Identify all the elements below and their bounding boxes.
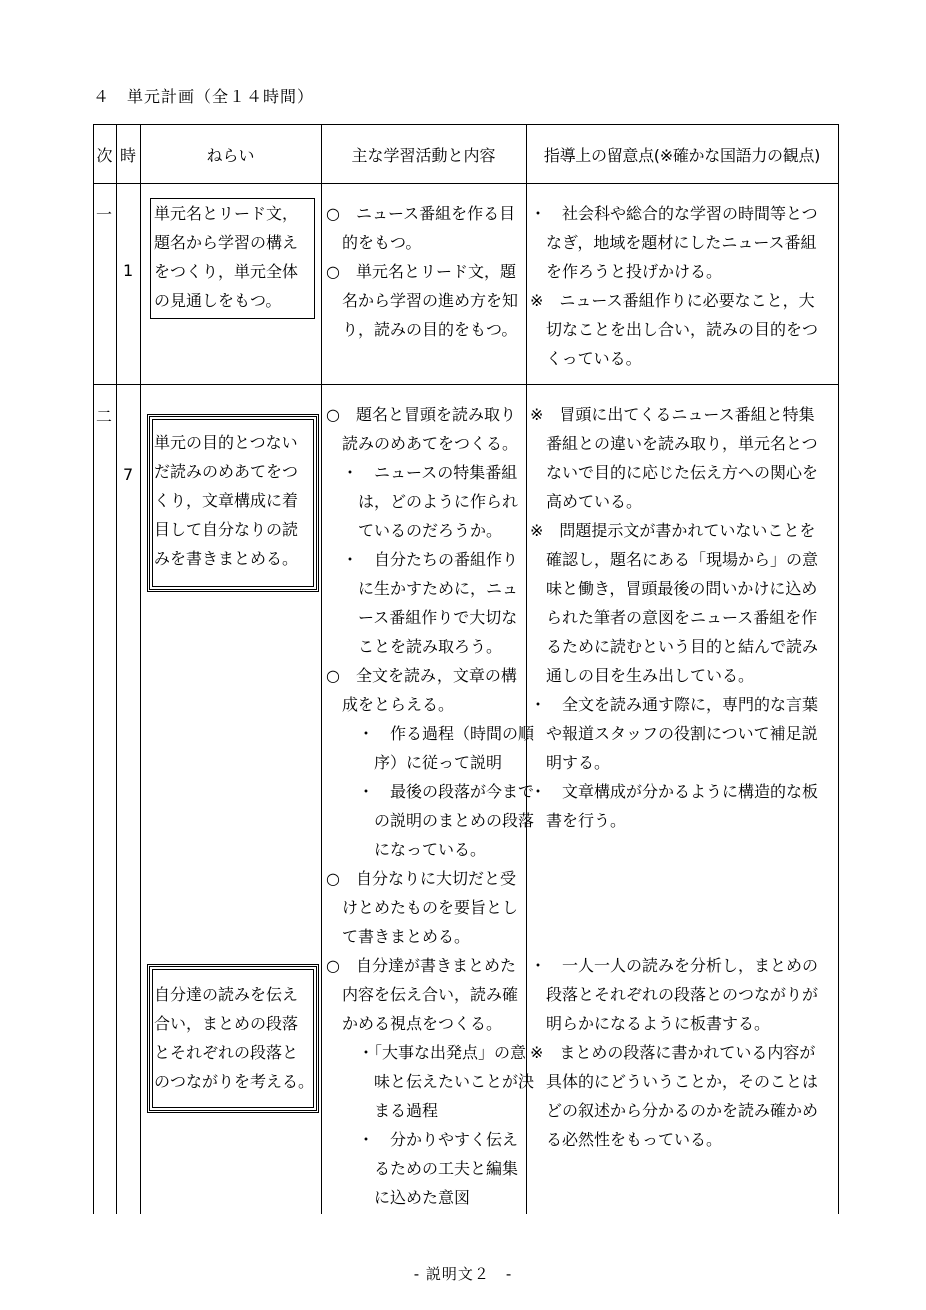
activity-line: ○ 単元名とリード文，題 [326,262,516,281]
aim-line: 単元名とリード文， [154,204,299,223]
header-notes: 指導上の留意点(※確かな国語力の観点) [543,145,821,165]
aim-line: 自分達の読みを伝え [154,985,299,1004]
note-line: ※ 問題提示文が書かれていないことを [530,521,816,540]
aim-line: 題名から学習の構え [154,233,299,252]
activity-line: 読みのめあてをつくる。 [326,434,519,453]
header-ji: 次 [96,145,113,165]
row2-ji: 二 [96,407,113,426]
activity-line: は，どのように作られ [326,492,519,511]
note-line: るために読むという目的と結んで読み [530,637,819,656]
activity-line: に込めた意図 [326,1188,471,1207]
aim-line: のつながりを考える。 [154,1072,315,1091]
row1-jikan: 1 [123,261,134,280]
note-line: 高めている。 [530,492,643,511]
note-line: 具体的にどういうことか，そのことは [530,1072,819,1091]
activity-line: ース番組作りで大切な [326,608,518,627]
note-line: ・ 一人一人の読みを分析し，まとめの [530,956,819,975]
note-line: 確認し，題名にある「現場から」の意 [530,550,819,569]
note-line: ないで目的に応じた伝え方への関心を [530,463,819,482]
activity-line: ているのだろうか。 [326,521,503,540]
activity-line: るための工夫と編集 [326,1159,519,1178]
note-line: 書を行う。 [530,811,627,830]
activity-line: に生かすために，ニュ [326,579,519,598]
aim-line: くり，文章構成に着 [154,491,299,510]
activity-line: ○ 自分なりに大切だと受 [326,869,516,888]
aim-line: 合い，まとめの段落 [154,1014,299,1033]
note-line: 通しの目を生み出している。 [530,666,755,685]
activity-line: ・「大事な出発点」の意 [326,1043,527,1062]
row1-activity [326,199,518,344]
row2-notes [530,400,818,835]
col-border-2 [140,124,141,1214]
row2-jikan: 7 [123,465,134,484]
note-line: ・ 社会科や総合的な学習の時間等とつ [530,204,818,223]
activity-line: 名から学習の進め方を知 [326,291,519,310]
activity-line: になっている。 [326,840,487,859]
row1-notes [530,199,818,373]
note-line: 味と働き，冒頭最後の問いかけに込め [530,579,818,598]
note-line: ・ 全文を読み通す際に，専門的な言葉 [530,695,819,714]
row2-activity [326,400,534,1212]
note-line: ※ 冒頭に出てくるニュース番組と特集 [530,405,815,424]
header-aim: ねらい [206,145,255,165]
activity-line: かめる視点をつくる。 [326,1014,503,1033]
activity-line: ○ 題名と冒頭を読み取り [326,405,516,424]
section-heading: ４ 単元計画（全１４時間） [93,87,315,106]
col-border-left [93,124,94,1214]
activity-line: て書きまとめる。 [326,927,471,946]
note-line: 明する。 [530,753,611,772]
row2-notes-2 [530,951,818,1154]
activity-line: ・ 最後の段落が今まで [326,782,535,801]
note-line: なぎ，地域を題材にしたニュース番組 [530,233,817,252]
activity-line: 内容を伝え合い，読み確 [326,985,519,1004]
activity-line: 成をとらえる。 [326,695,455,714]
activity-line: ・ 分かりやすく伝え [326,1130,519,1149]
note-line: くっている。 [530,349,642,368]
col-border-right [838,124,839,1214]
activity-line: ○ ニュース番組を作る目 [326,204,516,223]
note-line: ※ まとめの段落に書かれている内容が [530,1043,816,1062]
aim-line: とそれぞれの段落と [154,1043,299,1062]
row2-aim2-text [154,980,314,1096]
note-line: ・ 文章構成が分かるように構造的な板 [530,782,819,801]
note-line: る必然性をもっている。 [530,1130,723,1149]
row1-ji: 一 [96,205,113,224]
aim-line: 目して自分なりの読 [154,520,299,539]
activity-line: ・ 作る過程（時間の順 [326,724,535,743]
page-footer: - 説明文２ - [413,1265,513,1283]
note-line: を作ろうと投げかける。 [530,262,723,281]
aim-line: をつくり，単元全体 [154,262,299,281]
note-line: や報道スタッフの役割について補足説 [530,724,818,743]
note-line: られた筆者の意図をニュース番組を作 [530,608,818,627]
activity-line: ことを読み取ろう。 [326,637,503,656]
header-jikan: 時 [119,145,136,165]
activity-line: ○ 全文を読み，文章の構 [326,666,517,685]
note-line: 段落とそれぞれの段落とのつながりが [530,985,819,1004]
note-line: 明らかになるように板書する。 [530,1014,771,1033]
activity-line: の説明のまとめの段落 [326,811,535,830]
aim-line: みを書きまとめる。 [154,549,299,568]
row2-aim-text [154,428,298,573]
col-border-3 [321,124,322,1214]
aim-line: 単元の目的とつない [154,433,298,452]
note-line: ※ ニュース番組作りに必要なこと，大 [530,291,815,310]
row-separator [93,384,838,385]
activity-line: けとめたものを要旨とし [326,898,519,917]
activity-line: まる過程 [326,1101,439,1120]
activity-line: ・ 自分たちの番組作り [326,550,519,569]
activity-line: り，読みの目的をもつ。 [326,320,518,339]
header-activity: 主な学習活動と内容 [351,145,496,165]
row1-aim-text [154,199,298,315]
activity-line: 味と伝えたいことが決 [326,1072,535,1091]
col-border-1 [116,124,117,1214]
aim-line: の見通しをもつ。 [154,291,282,310]
activity-line: 序）に従って説明 [326,753,503,772]
note-line: 番組との違いを読み取り，単元名とつ [530,434,818,453]
note-line: 切なことを出し合い，読みの目的をつ [530,320,819,339]
note-line: どの叙述から分かるのかを読み確かめ [530,1101,819,1120]
activity-line: ・ ニュースの特集番組 [326,463,518,482]
activity-line: ○ 自分達が書きまとめた [326,956,516,975]
activity-line: 的をもつ。 [326,233,422,252]
aim-line: だ読みのめあてをつ [154,462,299,481]
